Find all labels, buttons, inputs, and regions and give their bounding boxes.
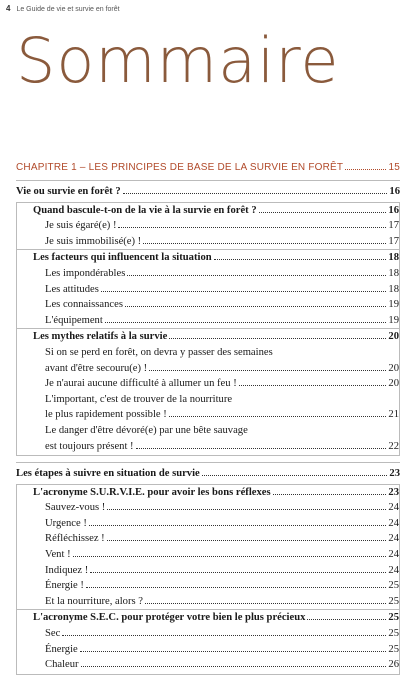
toc-entry-label: Je n'aurai aucune difficulté à allumer un feu ! (45, 378, 237, 390)
toc-entry-label: le plus rapidement possible ! (45, 409, 167, 421)
leader-dots (107, 509, 386, 510)
leader-dots (105, 322, 387, 323)
toc-entry-label: Énergie (45, 643, 78, 655)
leader-dots (80, 651, 387, 652)
toc-entry-label: Les attitudes (45, 283, 99, 295)
leader-dots (259, 212, 387, 213)
chapter-label: CHAPITRE 1 – LES PRINCIPES DE BASE DE LA SURVIE EN FORÊT (16, 162, 344, 173)
toc-entry[interactable] (17, 313, 399, 329)
toc-entry-page: 24 (388, 564, 399, 576)
leader-dots (239, 385, 387, 386)
toc-entry-page: 26 (388, 659, 399, 671)
toc-entry[interactable] (16, 466, 400, 482)
toc-entry[interactable] (17, 376, 399, 392)
toc-entry-page: 19 (388, 314, 399, 326)
toc-entry-label: Et la nourriture, alors ? (45, 595, 143, 607)
toc-entry-line[interactable]: L'important, c'est de trouver de la nourriture (45, 393, 233, 405)
toc-entry-label: L'acronyme S.U.R.V.I.E. pour avoir les bons réflexes (33, 486, 271, 498)
toc-entry-page: 19 (388, 299, 399, 311)
toc-subsection (17, 328, 399, 454)
toc-entry[interactable] (17, 439, 399, 455)
toc-section-vie-ou-survie (16, 180, 400, 456)
leader-dots (345, 169, 386, 170)
toc-entry-page: 25 (388, 628, 399, 640)
toc-entry[interactable] (17, 578, 399, 594)
toc-entry-label: Sauvez-vous ! (45, 502, 106, 514)
toc-subsections (16, 202, 400, 457)
toc-entry[interactable] (17, 610, 399, 626)
toc-entry[interactable] (17, 234, 399, 250)
leader-dots (169, 416, 387, 417)
toc-entry-label: est toujours présent ! (45, 440, 134, 452)
chapter-heading[interactable] (16, 162, 400, 173)
leader-dots (273, 494, 387, 495)
toc-subsection (17, 609, 399, 672)
toc-entry[interactable] (17, 516, 399, 532)
toc-section-etapes (16, 462, 400, 675)
leader-dots (214, 259, 387, 260)
leader-dots (73, 556, 387, 557)
page-number: 4 (6, 4, 11, 13)
leader-dots (169, 338, 386, 339)
toc-entry-page: 16 (389, 186, 400, 197)
toc-entry-page: 17 (388, 220, 399, 232)
toc-entry[interactable] (16, 184, 400, 200)
toc-entry[interactable] (17, 407, 399, 423)
toc-entry-page: 22 (388, 440, 399, 452)
toc-entry[interactable] (17, 642, 399, 658)
chapter-page: 15 (388, 162, 400, 173)
toc-entry[interactable] (17, 531, 399, 547)
leader-dots (127, 275, 386, 276)
toc-entry-label: Les étapes à suivre en situation de survie (16, 468, 200, 480)
toc-entry[interactable] (17, 282, 399, 298)
toc-entry-label: Urgence ! (45, 517, 87, 529)
toc-entry[interactable] (17, 500, 399, 516)
toc-entry-label: Indiquez ! (45, 564, 89, 576)
toc-entry-page: 23 (389, 468, 400, 480)
toc-entry[interactable] (17, 563, 399, 579)
toc-entry-page: 16 (388, 204, 399, 216)
toc-entry-label: Énergie ! (45, 580, 84, 592)
toc-entry-label: Les connaissances (45, 299, 123, 311)
toc-entry-page: 24 (388, 549, 399, 561)
toc-entry-label: L'équipement (45, 314, 103, 326)
leader-dots (107, 540, 387, 541)
book-title: Le Guide de vie et survie en forêt (16, 6, 120, 13)
page-title: Sommaire (16, 24, 340, 97)
leader-dots (62, 635, 386, 636)
toc-entry-page: 18 (388, 252, 399, 264)
table-of-contents (16, 180, 400, 677)
leader-dots (145, 603, 386, 604)
toc-entry[interactable] (17, 485, 399, 501)
running-header (6, 4, 120, 13)
toc-entry-label: Réfléchissez ! (45, 533, 105, 545)
toc-entry-page: 20 (388, 331, 399, 343)
leader-dots (81, 666, 387, 667)
toc-entry-page: 18 (388, 283, 399, 295)
leader-dots (123, 193, 388, 194)
leader-dots (143, 243, 386, 244)
toc-entry-page: 25 (388, 580, 399, 592)
toc-entry[interactable] (17, 626, 399, 642)
leader-dots (202, 475, 388, 476)
toc-entry-label: Les impondérables (45, 267, 126, 279)
toc-entry-page: 20 (388, 362, 399, 374)
leader-dots (90, 572, 386, 573)
toc-entry[interactable] (17, 329, 399, 345)
toc-entry[interactable] (17, 203, 399, 219)
toc-subsection (17, 203, 399, 250)
toc-entry[interactable] (17, 297, 399, 313)
toc-entry-label: avant d'être secouru(e) ! (45, 362, 148, 374)
toc-entry-page: 18 (388, 267, 399, 279)
toc-entry-label: Les facteurs qui influencent la situation (33, 252, 212, 264)
toc-entry-label: Je suis immobilisé(e) ! (45, 235, 142, 247)
toc-entry[interactable] (17, 657, 399, 673)
toc-entry-label: Chaleur (45, 659, 79, 671)
leader-dots (307, 619, 386, 620)
toc-entry-line[interactable]: Le danger d'être dévoré(e) par une bête sauvage (45, 424, 248, 436)
toc-entry-page: 21 (388, 409, 399, 421)
toc-entry-page: 24 (388, 502, 399, 514)
toc-entry-page: 17 (388, 235, 399, 247)
toc-entry-page: 24 (388, 533, 399, 545)
toc-entry[interactable] (17, 594, 399, 610)
toc-entry-page: 24 (388, 517, 399, 529)
leader-dots (86, 587, 386, 588)
leader-dots (89, 525, 387, 526)
toc-entry[interactable] (17, 266, 399, 282)
leader-dots (118, 227, 386, 228)
toc-entry[interactable] (17, 547, 399, 563)
toc-subsections (16, 484, 400, 675)
toc-entry-label: Vent ! (45, 549, 71, 561)
toc-entry-label: Je suis égaré(e) ! (45, 220, 117, 232)
toc-entry-page: 25 (388, 643, 399, 655)
toc-entry-page: 23 (388, 486, 399, 498)
toc-entry-label: Vie ou survie en forêt ? (16, 186, 121, 197)
toc-entry-label: Les mythes relatifs à la survie (33, 331, 168, 343)
toc-subsection (17, 249, 399, 328)
toc-subsection (17, 485, 399, 610)
leader-dots (125, 306, 386, 307)
leader-dots (149, 370, 386, 371)
toc-entry[interactable] (17, 218, 399, 234)
toc-entry-label: Quand bascule-t-on de la vie à la survie en forêt ? (33, 204, 257, 216)
toc-entry-line[interactable]: Si on se perd en forêt, on devra y passer des semaines (45, 346, 273, 358)
toc-entry-label: L'acronyme S.E.C. pour protéger votre bien le plus précieux (33, 612, 306, 624)
toc-entry-page: 20 (388, 378, 399, 390)
toc-entry-page: 25 (388, 595, 399, 607)
leader-dots (101, 291, 387, 292)
toc-entry-label: Sec (45, 628, 61, 640)
leader-dots (136, 448, 387, 449)
toc-entry-page: 25 (388, 612, 399, 624)
toc-entry[interactable] (17, 250, 399, 266)
toc-entry[interactable] (17, 361, 399, 377)
